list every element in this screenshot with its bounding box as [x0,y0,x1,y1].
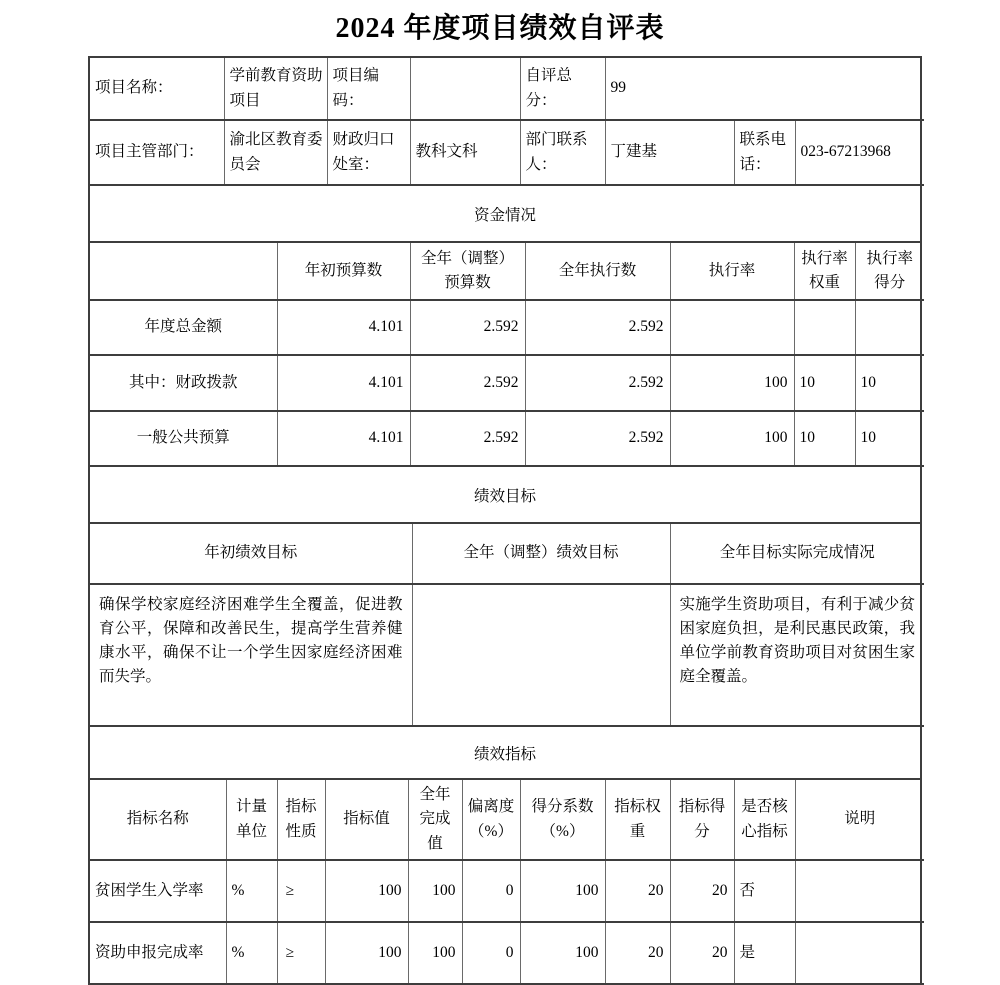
funding-header-rate-score: 执行率得分 [855,243,924,300]
ind-header-score: 指标得分 [670,780,734,860]
goals-section-title: 绩效目标 [90,467,920,524]
ind-header-unit: 计量单位 [226,780,277,860]
goals-header-adjusted: 全年（调整）绩效目标 [412,524,670,584]
funding-initial-budget: 4.101 [277,411,410,466]
ind-completed: 100 [408,922,462,984]
dept-value: 渝北区教育委员会 [224,120,327,185]
contact-label: 部门联系人： [520,120,605,185]
ind-deviation: 0 [462,860,520,922]
funding-row-label: 年度总金额 [90,300,277,355]
phone-value: 023-67213968 [795,120,924,185]
ind-completed: 100 [408,860,462,922]
funding-section-title: 资金情况 [90,186,920,243]
project-name-value: 学前教育资助项目 [224,58,327,120]
ind-nature: ≥ [277,860,325,922]
funding-row-public-budget [90,411,924,466]
funding-header-blank [90,243,277,300]
funding-rate-weight [794,300,855,355]
funding-initial-budget: 4.101 [277,300,410,355]
ind-header-nature: 指标性质 [277,780,325,860]
funding-adjusted-budget: 2.592 [410,355,525,411]
ind-header-deviation: 偏离度（%） [462,780,520,860]
indicator-row [90,922,924,984]
funding-header-executed: 全年执行数 [525,243,670,300]
funding-header-adjusted-budget: 全年（调整）预算数 [410,243,525,300]
funding-header-rate: 执行率 [670,243,794,300]
funding-executed: 2.592 [525,355,670,411]
project-info-table [90,58,924,186]
funding-executed: 2.592 [525,300,670,355]
indicator-row [90,860,924,922]
goal-actual-text: 实施学生资助项目，有利于减少贫困家庭负担，是利民惠民政策，我单位学前教育资助项目对贫困生家庭全覆盖。 [670,584,924,726]
funding-rate-score [855,300,924,355]
ind-core: 是 [734,922,795,984]
funding-rate: 100 [670,411,794,466]
page-title: 2024 年度项目绩效自评表 [335,13,665,44]
project-name-label: 项目名称： [90,58,224,120]
funding-header-rate-weight: 执行率权重 [794,243,855,300]
ind-nature: ≥ [277,922,325,984]
funding-rate [670,300,794,355]
ind-header-core: 是否核心指标 [734,780,795,860]
indicators-section-title: 绩效指标 [90,727,920,780]
funding-initial-budget: 4.101 [277,355,410,411]
ind-unit: % [226,860,277,922]
funding-table [90,243,924,467]
project-code-label: 项目编码： [327,58,410,120]
ind-note [795,922,924,984]
ind-header-note: 说明 [795,780,924,860]
ind-header-target: 指标值 [325,780,408,860]
goals-header-actual: 全年目标实际完成情况 [670,524,924,584]
self-score-label: 自评总分： [520,58,605,120]
ind-deviation: 0 [462,922,520,984]
indicators-header-row [90,780,924,860]
funding-adjusted-budget: 2.592 [410,300,525,355]
indicators-table [90,780,924,985]
ind-weight: 20 [605,860,670,922]
ind-target: 100 [325,860,408,922]
goals-header-row [90,524,924,584]
goals-content-row [90,584,924,726]
goals-table [90,524,924,727]
ind-score: 20 [670,860,734,922]
self-evaluation-form [88,56,922,985]
funding-header-row [90,243,924,300]
ind-note [795,860,924,922]
ind-header-name: 指标名称 [90,780,226,860]
ind-score: 20 [670,922,734,984]
funding-rate-score: 10 [855,411,924,466]
goals-header-initial: 年初绩效目标 [90,524,412,584]
funding-rate-score: 10 [855,355,924,411]
contact-value: 丁建基 [605,120,734,185]
funding-row-label: 其中：财政拨款 [90,355,277,411]
ind-name: 资助申报完成率 [90,922,226,984]
dept-label: 项目主管部门： [90,120,224,185]
self-score-value: 99 [605,58,924,120]
ind-score-coef: 100 [520,860,605,922]
funding-row-label: 一般公共预算 [90,411,277,466]
ind-core: 否 [734,860,795,922]
ind-header-score-coef: 得分系数（%） [520,780,605,860]
funding-header-initial-budget: 年初预算数 [277,243,410,300]
phone-label: 联系电话： [734,120,795,185]
funding-executed: 2.592 [525,411,670,466]
ind-name: 贫困学生入学率 [90,860,226,922]
ind-score-coef: 100 [520,922,605,984]
ind-unit: % [226,922,277,984]
funding-adjusted-budget: 2.592 [410,411,525,466]
info-row-2 [90,120,924,185]
finance-office-value: 教科文科 [410,120,520,185]
ind-weight: 20 [605,922,670,984]
funding-row-total [90,300,924,355]
funding-rate-weight: 10 [794,355,855,411]
ind-target: 100 [325,922,408,984]
goal-initial-text: 确保学校家庭经济困难学生全覆盖，促进教育公平，保障和改善民生，提高学生营养健康水平，确保不让一个学生因家庭经济困难而失学。 [90,584,412,726]
funding-row-fiscal [90,355,924,411]
project-code-value [410,58,520,120]
finance-office-label: 财政归口处室： [327,120,410,185]
info-row-1 [90,58,924,120]
funding-rate-weight: 10 [794,411,855,466]
funding-rate: 100 [670,355,794,411]
ind-header-completed: 全年完成值 [408,780,462,860]
ind-header-weight: 指标权重 [605,780,670,860]
goal-adjusted-text [412,584,670,726]
